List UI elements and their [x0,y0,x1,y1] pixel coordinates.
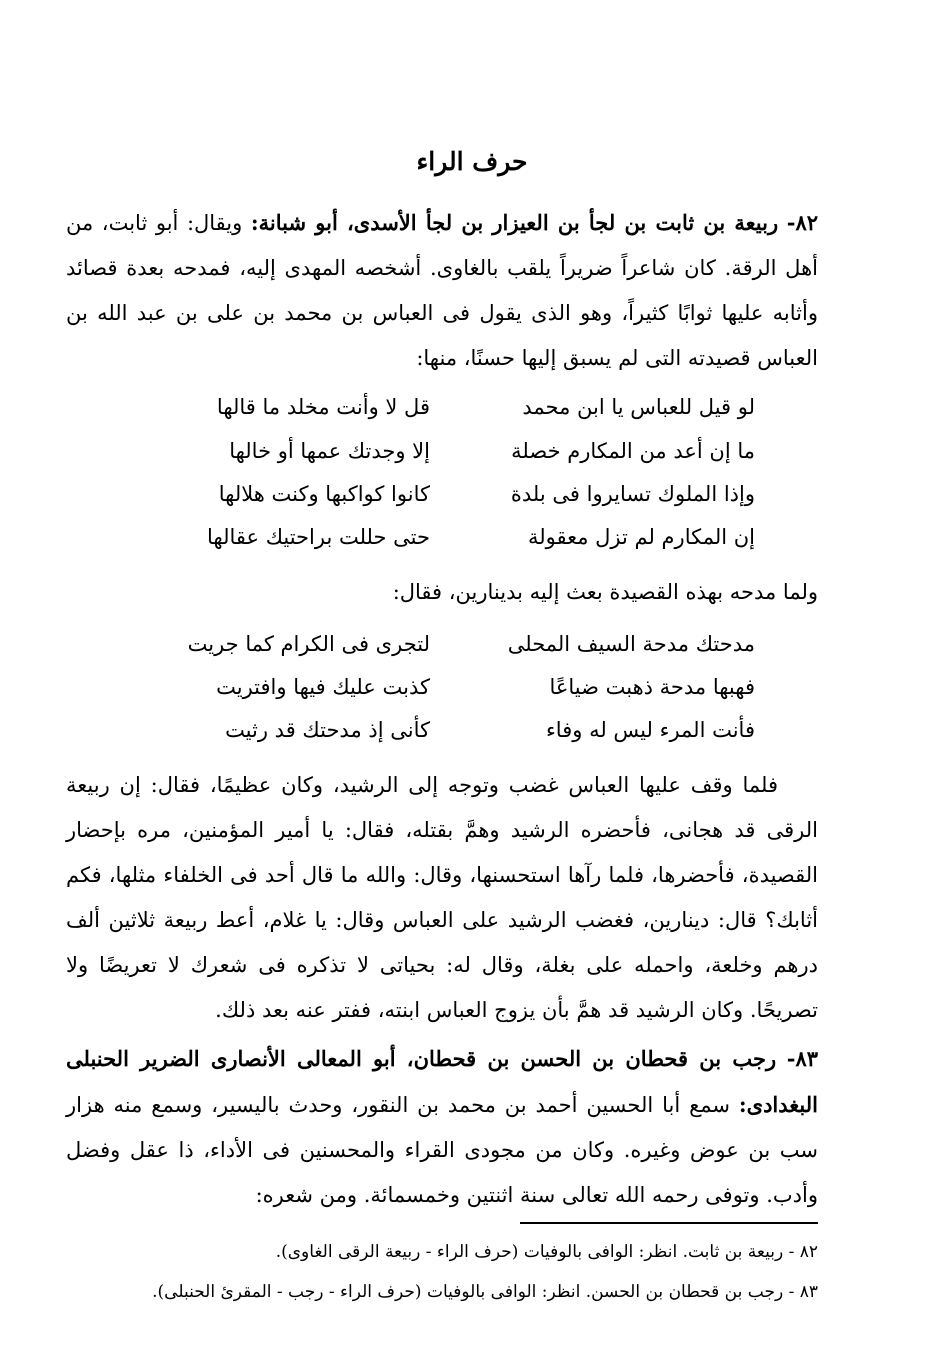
entry-82-number: ٨٢- [786,210,818,235]
verse-first-hemistich: فأنت المرء ليس له وفاء [545,718,755,742]
entry-82-text: ويقال: أبو ثابت، من أهل الرقة. كان شاعراً ضريراً يلقب بالغاوى. أشخصه المهدى إليه، فمدحه بعدة قصائد وأثابه عليها ثوابًا كثيراً، وهو الذى يقول فى العباس بن محمد بن على بن عبد الله بن العباس قصيدته التى لم يسبق إليها حسنًا، منها: [66,211,818,370]
poem1-verse [130,515,755,559]
entry-83-paragraph [66,1036,818,1218]
verse-first-hemistich: لو قيل للعباس يا ابن محمد [522,395,755,419]
verse-second-hemistich: كأنى إذ مدحتك قد رثيت [225,718,430,742]
entry-83-number: ٨٣- [786,1046,818,1071]
verse-second-hemistich: قل لا وأنت مخلد ما قالها [216,395,430,419]
poem2-intro: ولما مدحه بهذه القصيدة بعث إليه بدينارين، فقال: [392,580,818,604]
poem2-verse [130,665,755,709]
poem2-verse [130,622,755,666]
verse-second-hemistich: كذبت عليك فيها وافتريت [216,675,430,699]
verse-first-hemistich: إن المكارم لم تزل معقولة [527,525,755,549]
entry-83-text: سمع أبا الحسين أحمد بن محمد بن النقور، وحدث باليسير، وسمع منه هزار سب بن عوض وغيره. وكان من مجودى القراء والمحسنين فى الأداء، ذا عقل وفضل وأدب. وتوفى رحمه الله تعالى سنة اثنتين وخمسمائة. ومن شعره: [66,1093,818,1207]
verse-second-hemistich: كانوا كواكبها وكنت هلالها [218,482,430,506]
entry-82-name: ربيعة بن ثابت بن لجأ بن العيزار بن لجأ الأسدى، أبو شبانة: [250,210,779,235]
footnote-separator [520,1222,818,1224]
section-title: حرف الراء [416,147,528,176]
verse-second-hemistich: لتجرى فى الكرام كما جريت [187,632,430,656]
entry-83-name: رجب بن قحطان بن الحسن بن قحطان، أبو المعالى الأنصارى الضرير الحنبلى البغدادى: [66,1046,818,1117]
verse-first-hemistich: مدحتك مدحة السيف المحلى [507,632,755,656]
poem1-verse [130,429,755,473]
verse-first-hemistich: فهبها مدحة ذهبت ضياعًا [549,675,755,699]
verse-first-hemistich: ما إن أعد من المكارم خصلة [511,439,755,463]
poem2-verse [130,708,755,752]
story-paragraph: فلما وقف عليها العباس غضب وتوجه إلى الرشيد، وكان عظيمًا، فقال: إن ربيعة الرقى قد هجانى، فأحضره الرشيد وهمَّ بقتله، فقال: يا أمير المؤمنين، مره بإحضار القصيدة، فأحضرها، فلما رآها استحسنها، وقال: والله ما قال أحد فى الخلفاء مثلها، فكم أثابك؟ قال: دينارين، فغضب الرشيد على العباس وقال: يا غلام، أعط ربيعة ثلاثين ألف درهم وخلعة، واحمله على بغلة، وقال له: بحياتى لا تذكره فى شعرك لا تعريضًا ولا تصريحًا. وكان الرشيد قد همَّ بأن يزوج العباس ابنته، ففتر عنه بعد ذلك. [66,773,818,1022]
verse-second-hemistich: إلا وجدتك عمها أو خالها [229,439,430,463]
verse-second-hemistich: حتى حللت براحتيك عقالها [206,525,430,549]
footnote-83: ٨٣ - رجب بن قحطان بن الحسن. انظر: الوافى بالوفيات (حرف الراء - رجب - المقرئ الحنبلى). [152,1282,818,1302]
entry-82-paragraph [66,200,818,381]
verse-first-hemistich: وإذا الملوك تسايروا فى بلدة [510,482,755,506]
footnote-82: ٨٢ - ربيعة بن ثابت. انظر: الوافى بالوفيات (حرف الراء - ربيعة الرقى الغاوى). [275,1242,818,1262]
poem1-verse [130,472,755,516]
poem1-verse [130,385,755,429]
